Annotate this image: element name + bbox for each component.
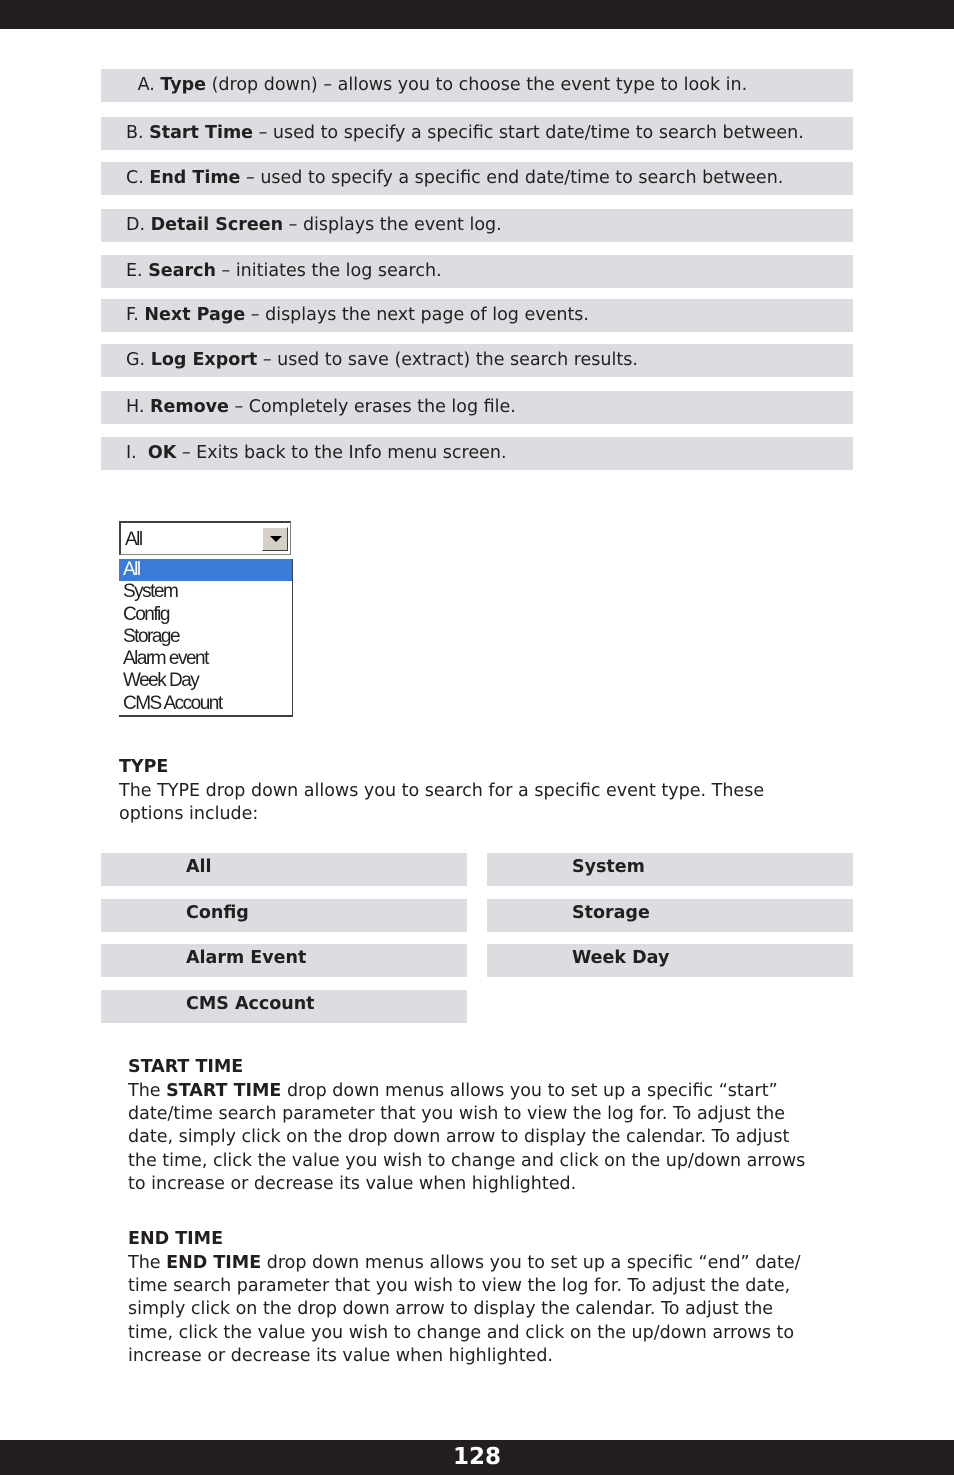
item-row	[101, 437, 853, 470]
chevron-down-icon	[270, 536, 282, 542]
type-option-cell: Storage	[487, 899, 853, 932]
end-time-paragraph	[128, 1252, 928, 1368]
type-option-cell: Week Day	[487, 944, 853, 977]
item-term: Type	[160, 75, 207, 95]
dropdown-value: All	[125, 529, 142, 550]
type-paragraph	[119, 780, 764, 826]
item-row	[101, 391, 853, 424]
item-description: (drop down) – allows you to choose the event type to look in.	[206, 75, 748, 95]
item-description: – displays the event log.	[283, 215, 502, 235]
dropdown-option[interactable]: CMS Account	[123, 692, 222, 714]
item-description: – Completely erases the log file.	[228, 397, 516, 417]
dropdown-option[interactable]: Storage	[123, 625, 180, 647]
item-prefix: E.	[126, 261, 149, 281]
end-line: increase or decrease its value when highlighted.	[128, 1345, 553, 1366]
type-option-cell: System	[487, 853, 853, 886]
end-intro: The	[128, 1253, 167, 1273]
dropdown-options	[119, 559, 293, 717]
type-line: options include:	[119, 804, 259, 825]
item-description: – initiates the log search.	[215, 261, 442, 281]
item-description: – displays the next page of log events.	[245, 305, 589, 325]
item-prefix: C.	[126, 168, 150, 188]
page-number: 128	[0, 1440, 954, 1475]
item-term: Search	[148, 261, 216, 281]
item-prefix: B.	[126, 123, 150, 143]
start-line: date, simply click on the drop down arrow to display the calendar. To adjust	[128, 1127, 790, 1148]
start-term: START TIME	[166, 1081, 282, 1101]
item-row	[101, 299, 853, 332]
item-prefix: H.	[126, 397, 150, 417]
dropdown-option[interactable]: System	[123, 581, 178, 603]
type-dropdown-screenshot	[119, 521, 293, 718]
item-description: – used to specify a specific end date/time to search between.	[240, 168, 784, 188]
item-term: End Time	[149, 168, 241, 188]
dropdown-option[interactable]: Config	[123, 603, 169, 625]
dropdown-option[interactable]: Week Day	[123, 670, 199, 692]
item-prefix: I.	[126, 443, 148, 463]
type-option-cell: Alarm Event	[101, 944, 467, 977]
end-line: time search parameter that you wish to view the log for. To adjust the date,	[128, 1276, 791, 1297]
dropdown-button[interactable]	[262, 527, 288, 551]
dropdown-option[interactable]: Alarm event	[123, 648, 208, 670]
item-term: Next Page	[144, 305, 246, 325]
item-prefix: F.	[126, 305, 145, 325]
start-line: date/time search parameter that you wish to view the log for. To adjust the	[128, 1104, 785, 1125]
item-row	[101, 69, 853, 102]
start-line	[128, 1080, 928, 1103]
item-term: OK	[147, 443, 177, 463]
end-term: END TIME	[166, 1253, 262, 1273]
end-line1-rest: drop down menus allows you to set up a specific “end” date/	[261, 1253, 801, 1273]
item-description: – Exits back to the Info menu screen.	[176, 443, 507, 463]
item-term: Remove	[149, 397, 229, 417]
start-line: to increase or decrease its value when highlighted.	[128, 1173, 577, 1194]
item-prefix: D.	[126, 215, 151, 235]
item-description: – used to save (extract) the search results.	[257, 350, 638, 370]
item-row	[101, 255, 853, 288]
item-row	[101, 117, 853, 150]
start-time-paragraph	[128, 1080, 928, 1196]
dropdown-field[interactable]	[119, 521, 291, 555]
start-line1-rest: drop down menus allows you to set up a specific “start”	[281, 1081, 778, 1101]
dropdown-option[interactable]: All	[119, 559, 292, 581]
top-bar	[0, 0, 954, 29]
end-line	[128, 1252, 928, 1275]
item-term: Detail Screen	[150, 215, 284, 235]
item-description: – used to specify a specific start date/time to search between.	[253, 123, 804, 143]
item-prefix: G.	[126, 350, 151, 370]
item-row	[101, 344, 853, 377]
type-option-cell: Config	[101, 899, 467, 932]
item-term: Log Export	[150, 350, 258, 370]
end-line: simply click on the drop down arrow to display the calendar. To adjust the	[128, 1299, 774, 1320]
type-heading: TYPE	[119, 757, 169, 777]
end-time-heading: END TIME	[128, 1229, 224, 1249]
item-prefix: A.	[132, 75, 161, 95]
type-line: The TYPE drop down allows you to search for a specific event type. These	[119, 781, 765, 801]
end-line: time, click the value you wish to change and click on the up/down arrows to	[128, 1322, 795, 1343]
item-row	[101, 162, 853, 195]
type-option-cell: All	[101, 853, 467, 886]
start-line: the time, click the value you wish to change and click on the up/down arrows	[128, 1150, 806, 1171]
start-time-heading: START TIME	[128, 1057, 244, 1077]
start-intro: The	[128, 1081, 167, 1101]
item-term: Start Time	[149, 123, 254, 143]
item-row	[101, 209, 853, 242]
type-option-cell: CMS Account	[101, 990, 467, 1023]
